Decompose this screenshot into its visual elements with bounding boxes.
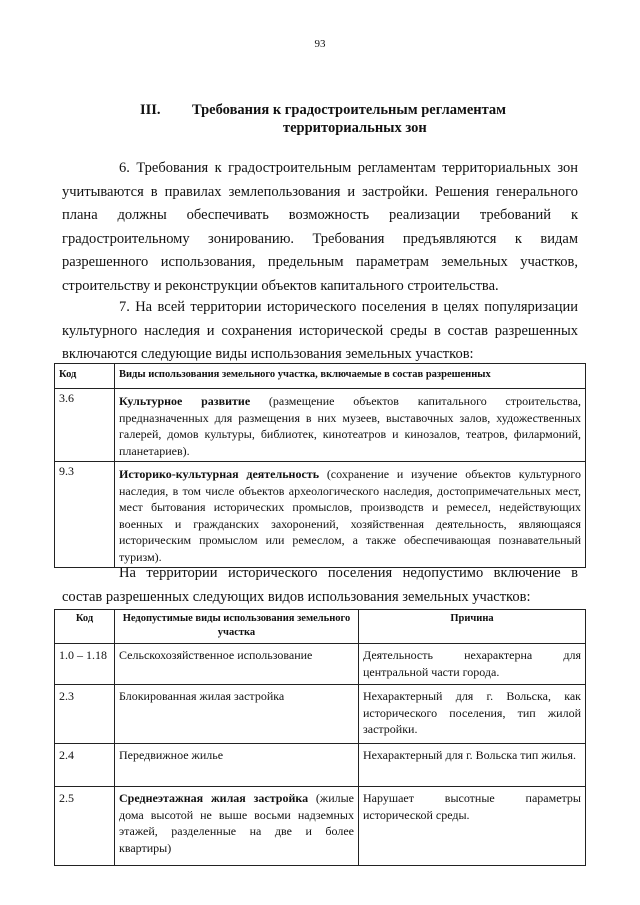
row-code: 2.3 — [55, 685, 115, 744]
table-row — [55, 644, 586, 685]
allowed-uses-table — [54, 363, 586, 568]
row-reason: Нехарактерный для г. Вольска тип жилья. — [359, 744, 586, 787]
row-reason: Нехарактерный для г. Вольска, как исторического поселения, тип жилой застройки. — [359, 685, 586, 744]
table-row — [55, 389, 586, 462]
section-number: III. — [140, 102, 161, 118]
use-name: Историко-культурная деятельность — [119, 467, 320, 481]
header-code: Код — [55, 610, 115, 644]
row-type — [115, 787, 359, 866]
row-code: 3.6 — [55, 389, 115, 462]
table-row — [55, 462, 586, 568]
table-row — [55, 685, 586, 744]
row-code: 2.5 — [55, 787, 115, 866]
row-description — [115, 462, 586, 568]
page-number: 93 — [314, 38, 326, 50]
section-title-line1: Требования к градостроительным регламентам — [192, 102, 507, 118]
header-allowed-types: Виды использования земельного участка, включаемые в состав разрешенных — [115, 364, 586, 389]
use-name: Культурное развитие — [119, 394, 251, 408]
row-type: Сельскохозяйственное использование — [115, 644, 359, 685]
section-heading — [140, 101, 560, 137]
row-reason: Нарушает высотные параметры исторической среды. — [359, 787, 586, 866]
paragraph-prohibited: На территории исторического поселения недопустимо включение в состав разрешенных следующих видов использования земельных участков: — [62, 565, 578, 605]
header-reason: Причина — [359, 610, 586, 644]
use-description: (сохранение и изучение объектов культурного наследия, в том числе объектов археологического наследия, достопримечательных мест, мест бытования исторических промыслов, производств и ремесел, недействующих военных и гражданских захоронений, хозяйственная деятельность, являющаяся историческим промыслом или ремеслом, а также обеспечивающая познавательный туризм). — [119, 467, 581, 564]
type-note: (жилые дома высотой не выше восьми надземных этажей, разделенные на две и более квартиры) — [119, 791, 354, 855]
header-prohibited-types: Недопустимые виды использования земельного участка — [115, 610, 359, 644]
row-type: Блокированная жилая застройка — [115, 685, 359, 744]
paragraph-7: 7. На всей территории исторического поселения в целях популяризации культурного наследия и сохранения исторической среды в состав разрешенных включаются следующие виды использования земельных участков: — [62, 299, 578, 362]
section-title-line2: территориальных зон — [283, 120, 427, 136]
row-code: 1.0 – 1.18 — [55, 644, 115, 685]
table-row — [55, 787, 586, 866]
use-description: (размещение объектов капитального строительства, предназначенных для размещения в них музеев, выставочных залов, художественных галерей, домов культуры, библиотек, кинотеатров и кинозалов, театров, филармоний, планетариев). — [119, 394, 582, 458]
row-type: Передвижное жилье — [115, 744, 359, 787]
table-row — [55, 744, 586, 787]
row-description — [115, 389, 586, 462]
table-header-row — [55, 610, 586, 644]
paragraph-6: 6. Требования к градостроительным регламентам территориальных зон учитываются в правилах землепользования и застройки. Решения генерального плана должны обеспечивать возможность реализации требований к градостроительному зонированию. Требования предъявляются к видам разрешенного использования, предельным параметрам земельных участков, строительству и реконструкции объектов капитального строительства. — [62, 160, 578, 294]
header-code: Код — [55, 364, 115, 389]
row-code: 9.3 — [55, 462, 115, 568]
prohibited-uses-table — [54, 609, 586, 866]
row-reason: Деятельность нехарактерна для центральной части города. — [359, 644, 586, 685]
table-header-row — [55, 364, 586, 389]
row-code: 2.4 — [55, 744, 115, 787]
type-name: Среднеэтажная жилая застройка — [119, 791, 309, 805]
